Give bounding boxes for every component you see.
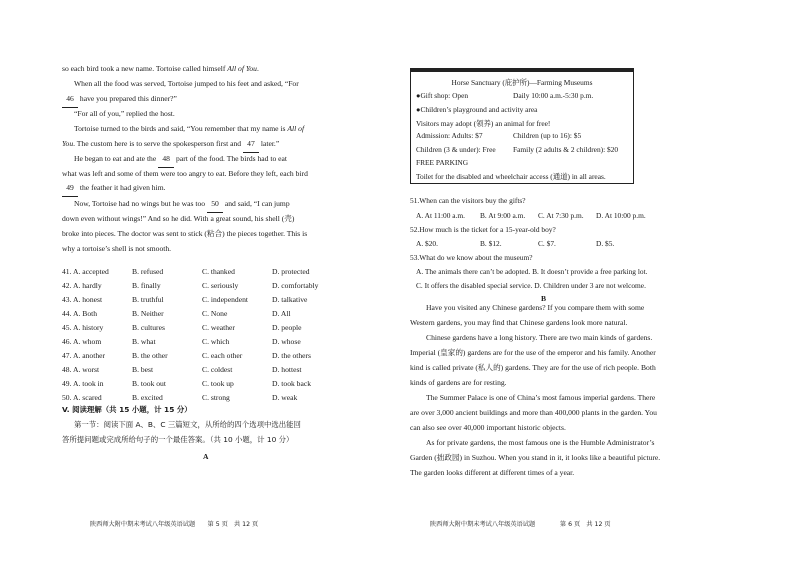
story-line-5: Tortoise turned to the birds and said, “You remember that my name is All of bbox=[74, 124, 305, 133]
option-43-c[interactable]: C. independent bbox=[202, 295, 248, 304]
passage-line-8: are over 3,000 ancient buildings and more than 400,000 plants in the garden. You bbox=[410, 408, 657, 417]
q52-option-a[interactable]: A. $20. bbox=[416, 239, 438, 248]
passage-line-10: As for private gardens, the most famous one is the Humble Administrator’s bbox=[426, 438, 655, 447]
story-line-11: down even without wings!” And so he did. With a great sound, his shell (壳) bbox=[62, 214, 295, 223]
options-41 bbox=[62, 267, 362, 277]
option-42-d[interactable]: D. comfortably bbox=[272, 281, 319, 290]
blank-50[interactable]: 50 bbox=[207, 197, 223, 213]
passage-line-1: Have you visited any Chinese gardens? If you compare them with some bbox=[426, 303, 645, 312]
q51-option-b[interactable]: B. At 9:00 a.m. bbox=[480, 211, 526, 220]
section-a-label: A bbox=[203, 452, 209, 461]
option-46-b[interactable]: B. what bbox=[132, 337, 156, 346]
option-50-c[interactable]: C. strong bbox=[202, 393, 230, 402]
option-45-c[interactable]: C. weather bbox=[202, 323, 235, 332]
notice-admission: Admission: Adults: $7 bbox=[416, 131, 483, 140]
option-46-c[interactable]: C. which bbox=[202, 337, 230, 346]
options-42 bbox=[62, 281, 362, 291]
blank-46[interactable]: 46 bbox=[62, 92, 78, 108]
option-41-a[interactable]: 41. A. accepted bbox=[62, 267, 109, 276]
story-line-3: 46 have you prepared this dinner?” bbox=[62, 92, 177, 108]
notice-family: Family (2 adults & 2 children): $20 bbox=[513, 145, 619, 154]
notice-children-free: Children (3 & under): Free bbox=[416, 145, 496, 154]
story-line-2: When all the food was served, Tortoise jumped to his feet and asked, “For bbox=[74, 79, 299, 88]
option-47-a[interactable]: 47. A. another bbox=[62, 351, 106, 360]
passage-line-7: The Summer Palace is one of China’s most famous imperial gardens. There bbox=[426, 393, 656, 402]
option-48-d[interactable]: D. hottest bbox=[272, 365, 302, 374]
question-52: 52.How much is the ticket for a 15-year-old boy? bbox=[410, 225, 556, 234]
q51-option-a[interactable]: A. At 11:00 a.m. bbox=[416, 211, 465, 220]
q52-option-c[interactable]: C. $7. bbox=[538, 239, 556, 248]
option-43-d[interactable]: D. talkative bbox=[272, 295, 308, 304]
option-41-d[interactable]: D. protected bbox=[272, 267, 310, 276]
options-46 bbox=[62, 337, 362, 347]
options-43 bbox=[62, 295, 362, 305]
option-41-c[interactable]: C. thanked bbox=[202, 267, 235, 276]
story-line-1: so each bird took a new name. Tortoise called himself All of You. bbox=[62, 64, 259, 73]
passage-line-6: kinds of gardens are for resting. bbox=[410, 378, 507, 387]
question-53: 53.What do we know about the museum? bbox=[410, 253, 533, 262]
q52-option-b[interactable]: B. $12. bbox=[480, 239, 502, 248]
story-line-6: You. The custom here is to serve the spokesperson first and 47 later.” bbox=[62, 137, 279, 153]
q53-options-cd[interactable]: C. It offers the disabled special service. D. Children under 3 are not welcome. bbox=[416, 281, 646, 290]
option-42-b[interactable]: B. finally bbox=[132, 281, 161, 290]
notice-gift-shop: ●Gift shop: Open bbox=[416, 91, 469, 100]
passage-line-4: Imperial (皇家的) gardens are for the use of the emperor and his family. Another bbox=[410, 348, 656, 357]
q53-options-ab[interactable]: A. The animals there can’t be adopted. B. It doesn’t provide a free parking lot. bbox=[416, 267, 648, 276]
option-45-d[interactable]: D. people bbox=[272, 323, 302, 332]
option-49-c[interactable]: C. took up bbox=[202, 379, 234, 388]
instruction-line-1: 第一节：阅读下面 A、B、C 三篇短文，从所给的四个选项中选出能回 bbox=[74, 420, 301, 429]
notice-hours: Daily 10:00 a.m.-5:30 p.m. bbox=[513, 91, 594, 100]
question-51: 51.When can the visitors buy the gifts? bbox=[410, 196, 526, 205]
passage-line-3: Chinese gardens have a long history. There are two main kinds of gardens. bbox=[426, 333, 653, 342]
section-title: V. 阅读理解（共 15 小题，计 15 分） bbox=[62, 405, 192, 414]
blank-47[interactable]: 47 bbox=[243, 137, 259, 153]
section-b-label: B bbox=[541, 294, 547, 303]
option-42-c[interactable]: C. seriously bbox=[202, 281, 239, 290]
option-46-d[interactable]: D. whose bbox=[272, 337, 301, 346]
instruction-line-2: 答所提问题或完成所给句子的一个最佳答案。（共 10 小题，计 10 分） bbox=[62, 435, 294, 444]
option-50-a[interactable]: 50. A. scared bbox=[62, 393, 102, 402]
story-line-4: “For all of you,” replied the host. bbox=[74, 109, 175, 118]
options-48 bbox=[62, 365, 362, 375]
option-47-d[interactable]: D. the others bbox=[272, 351, 312, 360]
option-48-c[interactable]: C. coldest bbox=[202, 365, 233, 374]
passage-line-12: The garden looks different at different times of a year. bbox=[410, 468, 575, 477]
option-44-d[interactable]: D. All bbox=[272, 309, 291, 318]
option-48-a[interactable]: 48. A. worst bbox=[62, 365, 100, 374]
passage-line-2: Western gardens, you may find that Chinese gardens look more natural. bbox=[410, 318, 628, 327]
notice-toilet: Toilet for the disabled and wheelchair access (通道) in all areas. bbox=[416, 172, 606, 181]
options-50 bbox=[62, 393, 362, 403]
option-41-b[interactable]: B. refused bbox=[132, 267, 164, 276]
passage-line-9: can also see over 40,000 important historic objects. bbox=[410, 423, 566, 432]
notice-parking: FREE PARKING bbox=[416, 158, 469, 167]
page-footer-left: 陕西师大附中期末考试八年级英语试题 第 5 页 共 12 页 bbox=[90, 521, 259, 528]
notice-adopt: Visitors may adopt (领养) an animal for free! bbox=[416, 119, 551, 128]
q52-option-d[interactable]: D. $5. bbox=[596, 239, 615, 248]
option-47-c[interactable]: C. each other bbox=[202, 351, 243, 360]
option-50-d[interactable]: D. weak bbox=[272, 393, 298, 402]
story-line-13: why a tortoise’s shell is not smooth. bbox=[62, 244, 172, 253]
blank-48[interactable]: 48 bbox=[158, 152, 174, 168]
options-49 bbox=[62, 379, 362, 389]
story-line-7: He began to eat and ate the 48 part of the food. The birds had to eat bbox=[74, 152, 287, 168]
options-45 bbox=[62, 323, 362, 333]
q51-option-c[interactable]: C. At 7:30 p.m. bbox=[538, 211, 584, 220]
option-44-c[interactable]: C. None bbox=[202, 309, 228, 318]
option-44-a[interactable]: 44. A. Both bbox=[62, 309, 98, 318]
notice-playground: ●Children’s playground and activity area bbox=[416, 105, 538, 114]
option-50-b[interactable]: B. excited bbox=[132, 393, 163, 402]
story-line-12: broke into pieces. The doctor was sent to stick (粘合) the pieces together. This is bbox=[62, 229, 308, 238]
option-49-b[interactable]: B. took out bbox=[132, 379, 166, 388]
options-44 bbox=[62, 309, 362, 319]
option-42-a[interactable]: 42. A. hardly bbox=[62, 281, 102, 290]
options-47 bbox=[62, 351, 362, 361]
option-45-a[interactable]: 45. A. history bbox=[62, 323, 104, 332]
option-44-b[interactable]: B. Neither bbox=[132, 309, 164, 318]
option-47-b[interactable]: B. the other bbox=[132, 351, 168, 360]
option-45-b[interactable]: B. cultures bbox=[132, 323, 165, 332]
passage-line-11: Garden (拙政园) in Suzhou. When you stand in it, it looks like a beautiful picture. bbox=[410, 453, 661, 462]
notice-title: Horse Sanctuary (庇护所)—Farming Museums bbox=[451, 78, 593, 87]
option-49-d[interactable]: D. took back bbox=[272, 379, 312, 388]
option-48-b[interactable]: B. best bbox=[132, 365, 154, 374]
option-43-b[interactable]: B. truthful bbox=[132, 295, 164, 304]
notice-children-price: Children (up to 16): $5 bbox=[513, 131, 582, 140]
blank-49[interactable]: 49 bbox=[62, 181, 78, 197]
option-46-a[interactable]: 46. A. whom bbox=[62, 337, 102, 346]
q51-option-d[interactable]: D. At 10:00 p.m. bbox=[596, 211, 646, 220]
notice-top-rule bbox=[411, 69, 633, 72]
notice-box bbox=[410, 68, 634, 184]
page-footer-right: 陕西师大附中期末考试八年级英语试题 第 6 页 共 12 页 bbox=[430, 521, 611, 528]
option-49-a[interactable]: 49. A. took in bbox=[62, 379, 104, 388]
story-line-8: what was left and some of them were too angry to eat. Before they left, each bird bbox=[62, 169, 308, 178]
option-43-a[interactable]: 43. A. honest bbox=[62, 295, 103, 304]
story-line-10: Now, Tortoise had no wings but he was too 50 and said, “I can jump bbox=[74, 197, 290, 213]
passage-line-5: kind is called private (私人的) gardens. They are for the use of rich people. Both bbox=[410, 363, 656, 372]
story-line-9: 49 the feather it had given him. bbox=[62, 181, 166, 197]
